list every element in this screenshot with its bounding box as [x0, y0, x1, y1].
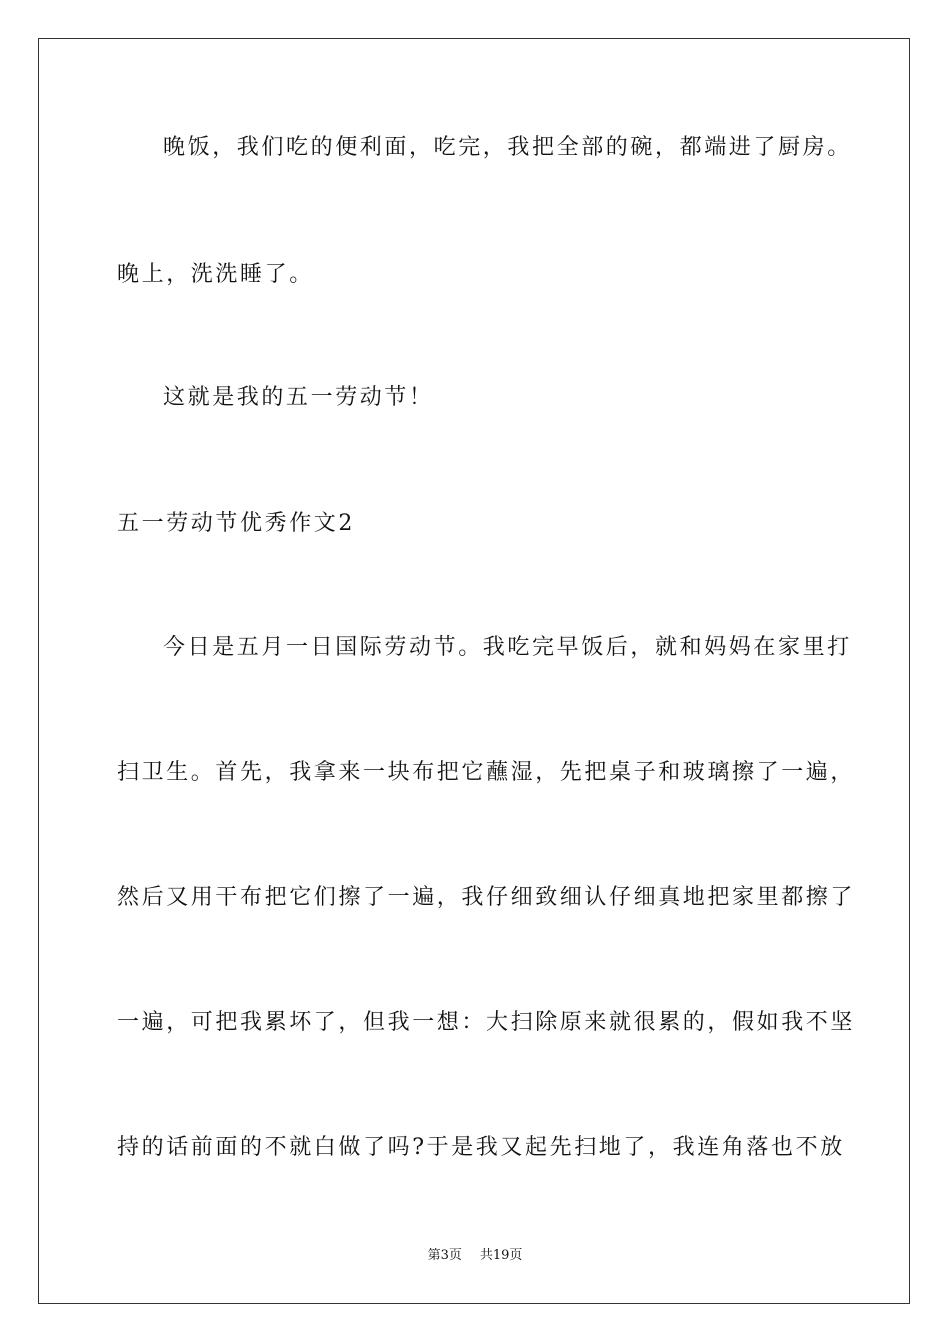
paragraph-line-8: 持的话前面的不就白做了吗?于是我又起先扫地了，我连角落也不放: [117, 1135, 845, 1160]
section-heading: 五一劳动节优秀作文2: [117, 511, 355, 536]
paragraph-line-5: 扫卫生。首先，我拿来一块布把它蘸湿，先把桌子和玻璃擦了一遍，: [117, 760, 856, 785]
page-border: [38, 38, 910, 1304]
page-number: 第3页: [427, 1248, 462, 1263]
paragraph-line-1: 晚饭，我们吃的便利面，吃完，我把全部的碗，都端进了厨房。: [163, 135, 852, 160]
page-footer: [0, 1247, 950, 1265]
paragraph-line-7: 一遍，可把我累坏了，但我一想：大扫除原来就很累的，假如我不坚: [117, 1010, 856, 1035]
paragraph-line-4: 今日是五月一日国际劳动节。我吃完早饭后，就和妈妈在家里打: [163, 635, 852, 660]
paragraph-line-6: 然后又用干布把它们擦了一遍，我仔细致细认仔细真地把家里都擦了: [117, 885, 856, 910]
page-total: 共19页: [479, 1248, 523, 1263]
paragraph-line-3: 这就是我的五一劳动节！: [163, 385, 434, 410]
paragraph-line-2: 晚上，洗洗睡了。: [117, 262, 314, 287]
